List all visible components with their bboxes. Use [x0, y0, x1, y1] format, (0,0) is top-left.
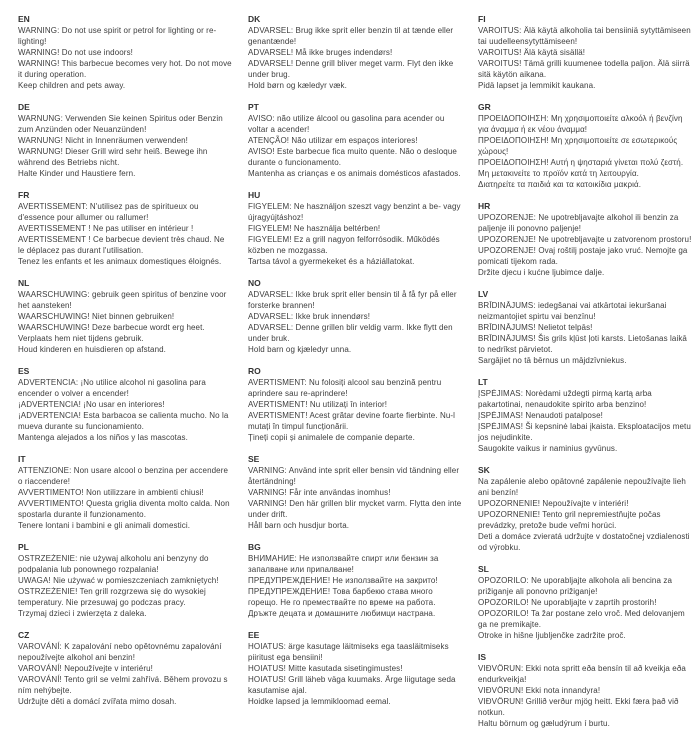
warning-section: [248, 542, 462, 619]
language-code: IS: [478, 652, 487, 662]
warning-line: Дръжте децата и домашните любимци настрана.: [248, 609, 436, 618]
warning-line: Mantenga alejados a los niños y las mascotas.: [18, 433, 188, 442]
language-code: IT: [18, 454, 26, 464]
warning-line: OPOZORILO! Ne uporabljajte v zaprtih prostorih!: [478, 598, 657, 607]
warning-section: [248, 366, 462, 443]
warning-line: ATTENZIONE: Non usare alcool o benzina per accendere o riaccendere!: [18, 466, 229, 486]
warning-line: Håll barn och husdjur borta.: [248, 521, 350, 530]
language-code: SL: [478, 564, 489, 574]
language-code: RO: [248, 366, 261, 376]
language-code: SE: [248, 454, 260, 464]
warning-line: Hoidke lapsed ja lemmikloomad eemal.: [248, 697, 391, 706]
warning-line: VARNING! Den här grillen blir mycket varm. Flytta den inte under drift.: [248, 499, 462, 519]
warning-section: [478, 102, 692, 190]
warning-line: ATENÇÃO! Não utilizar em espaços interiores!: [248, 136, 418, 145]
language-code: DE: [18, 102, 30, 112]
warning-line: Otroke in hišne ljubljenčke zadržite proč.: [478, 631, 626, 640]
warning-line: Keep children and pets away.: [18, 81, 126, 90]
warning-line: Halte Kinder und Haustiere fern.: [18, 169, 136, 178]
warning-line: AVISO! Este barbecue fica muito quente. Não o desloque durante o funcionamento.: [248, 147, 457, 167]
warning-line: ΠΡΟΕΙΔΟΠΟΙΗΣΗ! Αυτή η ψησταριά γίνεται πολύ ζεστή. Μη μετακινείτε το προϊόν κατά τη λειτουργία.: [478, 158, 684, 178]
warning-line: ¡ADVERTENCIA! ¡No usar en interiores!: [18, 400, 165, 409]
warning-section: [248, 102, 462, 179]
warning-line: UPOZORENJE! Ovaj roštilj postaje jako vruć. Nemojte ga pomicati tijekom rada.: [478, 246, 688, 266]
warning-line: OSTRZEŻENIE: nie używaj alkoholu ani benzyny do podpalania lub ponownego rozpalania!: [18, 554, 209, 574]
warning-line: AVERTISMENT! Nu utilizați în interior!: [248, 400, 388, 409]
warning-section: [478, 377, 692, 454]
warning-line: Držite djecu i kućne ljubimce dalje.: [478, 268, 605, 277]
language-code: NL: [18, 278, 30, 288]
warning-line: ADVARSEL! Denne grill bliver meget varm. Flyt den ikke under brug.: [248, 59, 454, 79]
warning-line: Haltu börnum og gæludýrum í burtu.: [478, 719, 610, 728]
warning-line: ĮSPĖJIMAS! Ši kepsninė labai įkaista. Eksploatacijos metu jos nejudinkite.: [478, 422, 691, 442]
warning-line: BRĪDINĀJUMS: iedegšanai vai atkārtotai iekuršanai neizmantojiet spirtu vai benzīnu!: [478, 301, 667, 321]
warning-line: VAROITUS: Älä käytä alkoholia tai bensiiniä sytyttämiseen tai uudelleensytyttämiseen!: [478, 26, 691, 46]
language-code: PL: [18, 542, 29, 552]
warning-line: Διατηρείτε τα παιδιά και τα κατοικίδια μακριά.: [478, 180, 642, 189]
warning-section: [18, 366, 232, 443]
warning-line: ADVARSEL: Ikke bruk innendørs!: [248, 312, 371, 321]
warning-line: Mantenha as crianças e os animais domésticos afastados.: [248, 169, 461, 178]
warning-section: [18, 102, 232, 179]
warning-line: UWAGA! Nie używać w pomieszczeniach zamkniętych!: [18, 576, 219, 585]
warning-section: [18, 278, 232, 355]
warning-line: FIGYELEM! Ne használja beltérben!: [248, 224, 381, 233]
warning-line: AVERTISMENT: Nu folosiți alcool sau benzină pentru aprindere sau re-aprindere!: [248, 378, 442, 398]
warning-line: AVERTISMENT! Acest grătar devine foarte fierbinte. Nu-l mutați în timpul funcționării.: [248, 411, 456, 431]
warning-section: [248, 278, 462, 355]
warning-section: [478, 14, 692, 91]
warning-line: WARNING! This barbecue becomes very hot. Do not move it during operation.: [18, 59, 232, 79]
warning-line: WARNUNG! Dieser Grill wird sehr heiß. Bewege ihn während des Betriebs nicht.: [18, 147, 208, 167]
warning-line: Hold børn og kæledyr væk.: [248, 81, 347, 90]
language-code: DK: [248, 14, 261, 24]
language-code: NO: [248, 278, 261, 288]
warning-line: VIÐVÖRUN! Grillið verður mjög heitt. Ekki færa það við notkun.: [478, 697, 679, 717]
warning-line: AVISO: não utilize álcool ou gasolina para acender ou voltar a acender!: [248, 114, 445, 134]
warning-line: Tenez les enfants et les animaux domestiques éloignés.: [18, 257, 222, 266]
warning-line: Sargājiet no tā bērnus un mājdzīvniekus.: [478, 356, 627, 365]
language-code: LT: [478, 377, 488, 387]
warning-line: AVERTISSEMENT ! Ne pas utiliser en intérieur !: [18, 224, 194, 233]
warning-line: WARNING! Do not use indoors!: [18, 48, 133, 57]
warning-section: [248, 190, 462, 267]
warning-section: [18, 454, 232, 531]
language-code: SK: [478, 465, 490, 475]
warning-line: AVERTISSEMENT: N'utilisez pas de spiritueux ou d'essence pour allumer ou rallumer!: [18, 202, 199, 222]
warning-line: ΠΡΟΕΙΔΟΠΟΙΗΣΗ! Μη χρησιμοποιείτε σε εσωτερικούς χώρους!: [478, 136, 678, 156]
warning-line: VARNING: Använd inte sprit eller bensin vid tändning eller återtändning!: [248, 466, 460, 486]
warning-line: Tartsa távol a gyermekeket és a háziállatokat.: [248, 257, 415, 266]
warning-section: [18, 190, 232, 267]
warning-section: [478, 465, 692, 553]
warning-line: Trzymaj dzieci i zwierzęta z daleka.: [18, 609, 147, 618]
warning-line: Pidä lapset ja lemmikit kaukana.: [478, 81, 596, 90]
warning-line: ĮSPĖJIMAS! Nenaudoti patalpose!: [478, 411, 603, 420]
language-code: ES: [18, 366, 30, 376]
warning-line: Țineți copii și animalele de companie departe.: [248, 433, 415, 442]
column-3: [478, 14, 692, 728]
warning-section: [478, 564, 692, 641]
warning-line: WAARSCHUWING! Deze barbecue wordt erg heet. Verplaats hem niet tijdens gebruik.: [18, 323, 205, 343]
warning-line: OPOZORILO! Ta žar postane zelo vroč. Med delovanjem ga ne premikajte.: [478, 609, 685, 629]
warning-line: ĮSPĖJIMAS: Norėdami uždegti pirmą kartą arba pakartotinai, nenaudokite spirito arba benzino!: [478, 389, 652, 409]
warning-line: HOIATUS: ärge kasutage läitmiseks ega taasläitmiseks piiritust ega bensiini!: [248, 642, 449, 662]
warning-line: OPOZORILO: Ne uporabljajte alkohola ali bencina za prižiganje ali ponovno prižiganje!: [478, 576, 672, 596]
language-code: LV: [478, 289, 489, 299]
warning-line: WARNUNG! Nicht in Innenräumen verwenden!: [18, 136, 188, 145]
language-code: FI: [478, 14, 486, 24]
warning-line: ПРЕДУПРЕЖДЕНИЕ! Не използвайте на закрито!: [248, 576, 438, 585]
language-code: BG: [248, 542, 261, 552]
column-1: [18, 14, 232, 706]
column-2: [248, 14, 462, 706]
warning-line: VAROITUS! Älä käytä sisällä!: [478, 48, 586, 57]
warning-line: ADVARSEL! Må ikke bruges indendørs!: [248, 48, 393, 57]
language-code: PT: [248, 102, 259, 112]
warning-line: ВНИМАНИЕ: Не използвайте спирт или бензин за запалване или припалване!: [248, 554, 439, 574]
warning-line: ADVARSEL: Denne grillen blir veldig varm. Ikke flytt den under bruk.: [248, 323, 453, 343]
warning-line: UPOZORENJE! Ne upotrebljavajte u zatvorenom prostoru!: [478, 235, 692, 244]
warning-section: [248, 14, 462, 91]
warning-line: HOIATUS! Mitte kasutada sisetingimustes!: [248, 664, 403, 673]
warning-section: [478, 652, 692, 729]
warning-line: AVVERTIMENTO! Questa griglia diventa molto calda. Non spostarla durante il funzionamento.: [18, 499, 230, 519]
warning-line: ADVARSEL: Ikke bruk sprit eller bensin til å få fyr på eller forsterke brannen!: [248, 290, 457, 310]
warning-line: AVVERTIMENTO! Non utilizzare in ambienti chiusi!: [18, 488, 204, 497]
warning-line: Udržujte děti a domácí zvířata mimo dosah.: [18, 697, 177, 706]
warning-line: VAROITUS! Tämä grilli kuumenee todella paljon. Älä siirrä sitä käytön aikana.: [478, 59, 690, 79]
language-code: GR: [478, 102, 491, 112]
warning-section: [18, 542, 232, 619]
warning-line: VAROVÁNÍ: K zapalování nebo opětovnému zapalování nepoužívejte alkohol ani benzin!: [18, 642, 222, 662]
language-code: EE: [248, 630, 260, 640]
warning-line: Deti a domáce zvieratá udržujte v dostatočnej vzdialenosti od výrobku.: [478, 532, 690, 552]
warning-line: ADVERTENCIA: ¡No utilice alcohol ni gasolina para encender o volver a encender!: [18, 378, 206, 398]
warning-line: ПРЕДУПРЕЖДЕНИЕ! Това барбекю става много горещо. Не го премествайте по време на работа.: [248, 587, 436, 607]
warning-section: [248, 630, 462, 707]
warning-line: UPOZORNENIE! Tento gril nepremiestňujte počas prevádzky, pretože bude veľmi horúci.: [478, 510, 661, 530]
warning-line: VARNING! Får inte användas inomhus!: [248, 488, 391, 497]
warning-line: Houd kinderen en huisdieren op afstand.: [18, 345, 167, 354]
warning-line: Saugokite vaikus ir naminius gyvūnus.: [478, 444, 618, 453]
warning-section: [248, 454, 462, 531]
warning-line: BRĪDINĀJUMS! Nelietot telpās!: [478, 323, 593, 332]
warning-line: WAARSCHUWING! Niet binnen gebruiken!: [18, 312, 175, 321]
warning-line: WAARSCHUWING: gebruik geen spiritus of benzine voor het aansteken!: [18, 290, 227, 310]
warning-line: BRĪDINĀJUMS! Šis grils kļūst ļoti karsts. Lietošanas laikā to nedrīkst pārvietot.: [478, 334, 687, 354]
language-code: HR: [478, 201, 491, 211]
warning-line: VIÐVÖRUN! Ekki nota innandyra!: [478, 686, 601, 695]
warning-section: [18, 630, 232, 707]
warning-line: FIGYELEM: Ne használjon szeszt vagy benzint a be- vagy újragyújtáshoz!: [248, 202, 461, 222]
warning-line: AVERTISSEMENT ! Ce barbecue devient très chaud. Ne le déplacez pas durant l'utilisation.: [18, 235, 225, 255]
warning-section: [18, 14, 232, 91]
warning-line: UPOZORNENIE! Nepoužívajte v interiéri!: [478, 499, 629, 508]
warning-line: VAROVÁNÍ! Nepoužívejte v interiéru!: [18, 664, 153, 673]
language-code: FR: [18, 190, 30, 200]
warning-line: ΠΡΟΕΙΔΟΠΟΙΗΣΗ: Μη χρησιμοποιείτε αλκοόλ ή βενζίνη για άναμμα ή εκ νέου άναμμα!: [478, 114, 683, 134]
warning-line: Na zapálenie alebo opätovné zapálenie nepoužívajte lieh ani benzín!: [478, 477, 686, 497]
warning-line: VIÐVÖRUN: Ekki nota spritt eða bensín til að kveikja eða endurkveikja!: [478, 664, 686, 684]
warning-line: WARNING: Do not use spirit or petrol for lighting or re-lighting!: [18, 26, 217, 46]
warning-line: ADVARSEL: Brug ikke sprit eller benzin til at tænde eller genantænde!: [248, 26, 454, 46]
language-code: CZ: [18, 630, 30, 640]
warning-line: Tenere lontani i bambini e gli animali domestici.: [18, 521, 191, 530]
warning-line: FIGYELEM! Ez a grill nagyon felforrósodik. Működés közben ne mozgassa.: [248, 235, 440, 255]
warning-line: Hold barn og kjæledyr unna.: [248, 345, 352, 354]
language-code: HU: [248, 190, 261, 200]
warning-line: OSTRZEŻENIE! Ten grill rozgrzewa się do wysokiej temperatury. Nie przesuwaj go podczas pracy.: [18, 587, 206, 607]
warning-line: WARNUNG: Verwenden Sie keinen Spiritus oder Benzin zum Anzünden oder Neuanzünden!: [18, 114, 223, 134]
language-code: EN: [18, 14, 30, 24]
warning-section: [478, 201, 692, 278]
warning-line: HOIATUS! Grill läheb väga kuumaks. Ärge liigutage seda kasutamise ajal.: [248, 675, 456, 695]
warning-line: ¡ADVERTENCIA! Esta barbacoa se calienta mucho. No la mueva durante su funcionamiento.: [18, 411, 229, 431]
warning-line: UPOZORENJE: Ne upotrebljavajte alkohol ili benzin za paljenje ili ponovno paljenje!: [478, 213, 679, 233]
warning-section: [478, 289, 692, 366]
warning-line: VAROVÁNÍ! Tento gril se velmi zahřívá. Během provozu s ním nehýbejte.: [18, 675, 228, 695]
